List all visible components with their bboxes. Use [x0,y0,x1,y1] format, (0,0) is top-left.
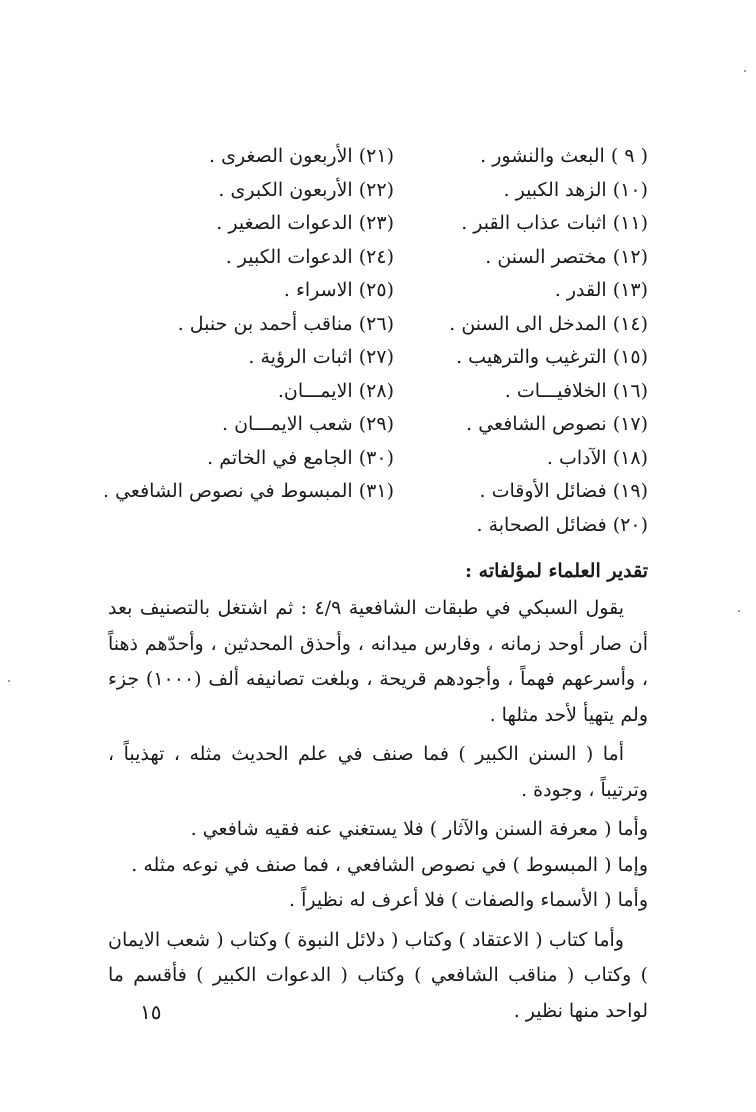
scan-speck [8,680,10,682]
list-item: (٢٢) الأربعون الكبرى . [218,178,394,201]
list-item: (١٨) الآداب . [546,446,648,469]
page-number: ١٥ [140,1000,162,1024]
list-item: (٢٣) الدعوات الصغير . [216,212,394,234]
list-item: (٢٥) الاسراء . [283,279,394,301]
list-item: (١٧) نصوص الشافعي . [466,413,648,435]
list-item: (١١) اثبات عذاب القبر . [461,212,648,234]
list-item: (٣١) المبسوط في نصوص الشافعي . [103,480,394,502]
list-item: (١٠) الزهد الكبير . [503,178,648,201]
list-item: ( ٩ ) البعث والنشور . [480,145,648,167]
works-list-left [104,140,394,509]
list-item: (١٢) مختصر السنن . [485,245,648,268]
scan-speck [738,610,740,612]
list-item: (١٩) فضائل الأوقات . [479,480,648,502]
list-item: (٢٦) مناقب أحمد بن حنبل . [177,312,394,335]
section-heading: تقدير العلماء لمؤلفاته : [465,560,648,582]
list-item: (١٥) الترغيب والترهيب . [456,346,648,368]
paragraph: وأما كتاب ( الاعتقاد ) وكتاب ( دلائل النبوة ) وكتاب ( شعب الايمان ) وكتاب ( مناقب الشافعي ) وكتاب ( الدعوات الكبير ) فأقسم ما لواحد منها نظير . [108,928,648,1022]
works-list-right [398,140,648,542]
paragraph: وأما ( الأسماء والصفات ) فلا أعرف له نظيراً . [289,889,648,911]
list-item: (٣٠) الجامع في الخاتم . [207,446,394,469]
list-item: (٢٤) الدعوات الكبير . [225,245,394,268]
list-item: (٢٠) فضائل الصحابة . [476,513,648,536]
list-item: (١٤) المدخل الى السنن . [449,312,648,335]
list-item: (٢٧) اثبات الرؤية . [248,346,394,368]
list-item: (٢١) الأربعون الصغرى . [209,145,394,167]
list-item: (١٦) الخلافيـــات . [504,379,648,402]
list-item: (٢٩) شعب الايمـــان . [222,413,394,435]
scan-speck [744,70,746,72]
paragraph: أما ( السنن الكبير ) فما صنف في علم الحديث مثله ، تهذيباً ، وترتيباً ، وجودة . [108,743,648,801]
paragraph: وإما ( المبسوط ) في نصوص الشافعي ، فما صنف في نوعه مثله . [131,853,648,876]
paragraph: وأما ( معرفة السنن والآثار ) فلا يستغني عنه فقيه شافعي . [190,818,648,840]
list-item: (٢٨) الايمـــان. [277,379,394,402]
section-body [108,591,648,1029]
paragraph: يقول السبكي في طبقات الشافعية ٤/٩ : ثم اشتغل بالتصنيف بعد أن صار أوحد زمانه ، وفارس ميدانه ، وأحذق المحدثين ، وأحدّهم ذهناً ، وأسرعهم فهماً ، وأجودهم قريحة ، وبلغت تصانيفه ألف (١٠٠٠) جزء ولم يتهيأ لأحد مثلها . [108,597,648,726]
list-item: (١٣) القدر . [554,279,648,301]
